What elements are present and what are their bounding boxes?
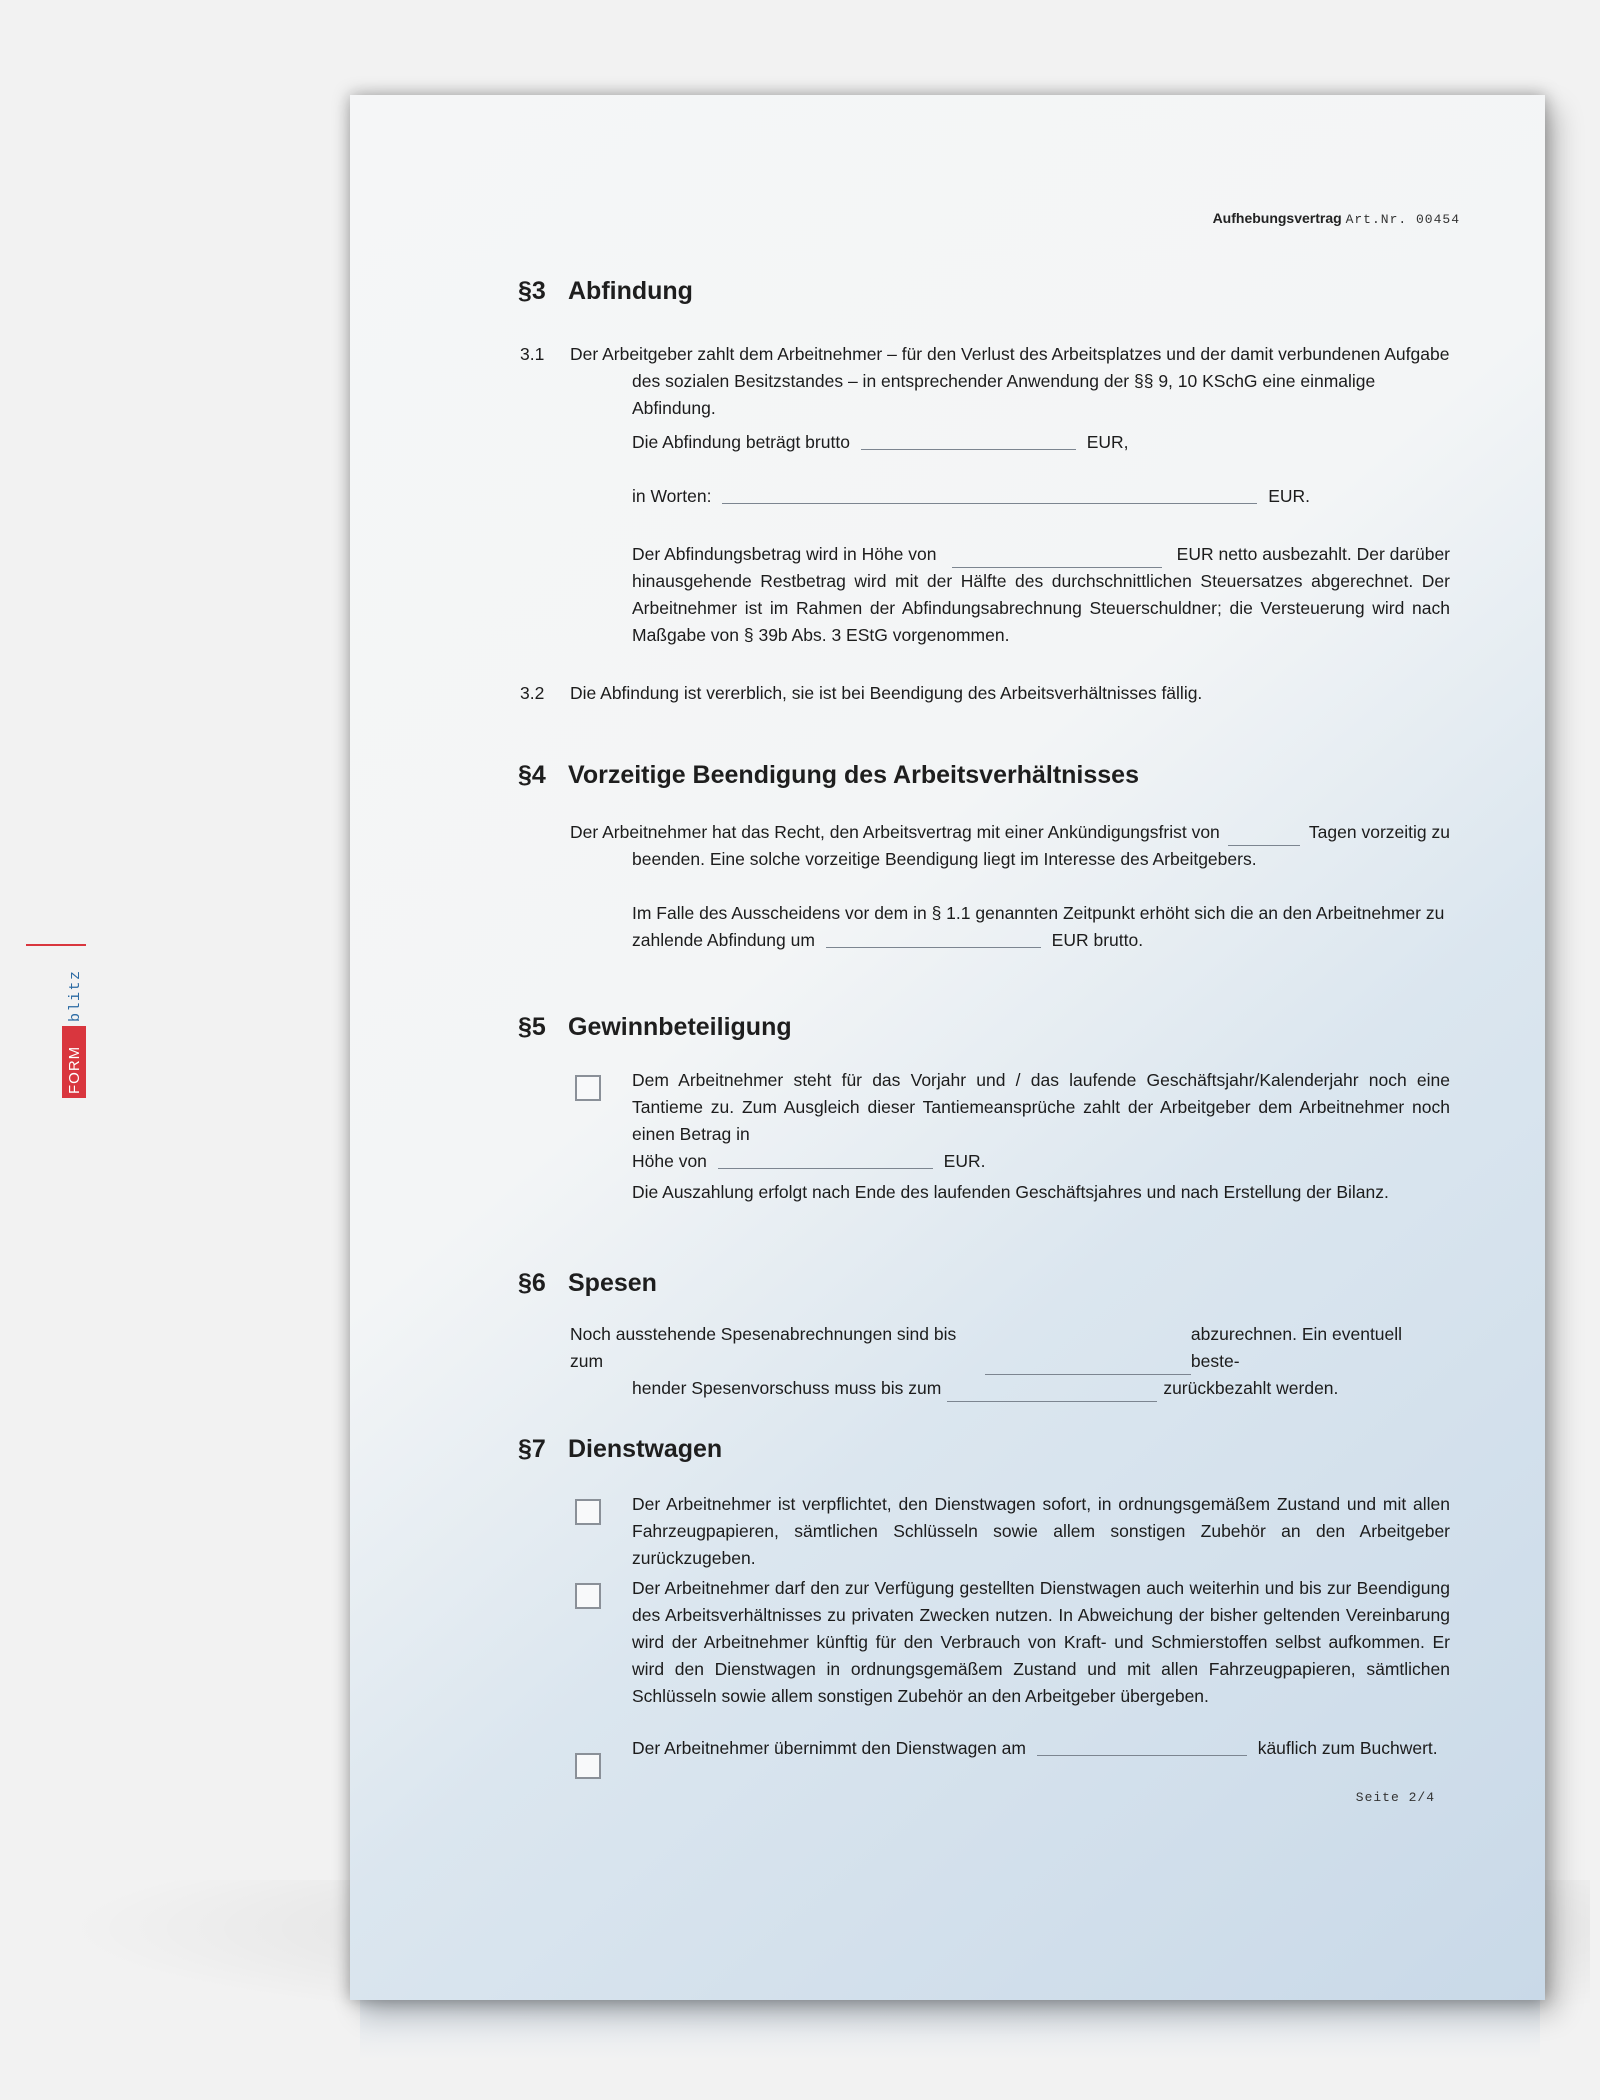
- paragraph-3-1: [520, 341, 1450, 422]
- brutto-line: [632, 429, 1129, 456]
- text: abzurechnen. Ein eventuell beste-: [1190, 1324, 1403, 1371]
- paragraph-3-2: [520, 680, 1450, 707]
- netto-paragraph: [632, 541, 1450, 649]
- document-title: Aufhebungsvertrag: [1212, 210, 1342, 226]
- text: zurückbezahlt werden.: [1163, 1378, 1339, 1398]
- section-title: Spesen: [568, 1269, 657, 1297]
- clause-number: 3.1: [520, 344, 545, 364]
- section-number: §3: [518, 277, 546, 305]
- amount-brutto-field[interactable]: [861, 435, 1076, 450]
- paragraph-5-2: [632, 1179, 1450, 1206]
- text: zahlende Abfindung um: [632, 930, 815, 950]
- section-number: §4: [518, 761, 546, 789]
- section-title: Dienstwagen: [568, 1435, 723, 1463]
- text: hender Spesenvorschuss muss bis zum: [632, 1378, 942, 1398]
- unit: EUR.: [1268, 486, 1310, 506]
- page-number: Seite 2/4: [1355, 1790, 1435, 1805]
- extra-amount-field[interactable]: [826, 933, 1041, 948]
- clause-number: 3.2: [520, 683, 545, 703]
- section-6-heading: [518, 1269, 657, 1298]
- text-line: des sozialen Besitzstandes – in entsprechender Anwendung der §§ 9, 10 KSchG eine einmalige Abfindung.: [632, 371, 1376, 418]
- text: Höhe von: [632, 1151, 707, 1171]
- paragraph-4-2: [632, 900, 1450, 954]
- text: Der Arbeitnehmer hat das Recht, den Arbeitsvertrag mit einer Ankündigungsfrist von: [570, 822, 1220, 842]
- text: EUR.: [943, 1151, 986, 1171]
- text: Im Falle des Ausscheidens vor dem in § 1.1 genannten Zeitpunkt erhöht sich die an den Arbeitnehmer zu: [632, 903, 1445, 923]
- section-title: Gewinnbeteiligung: [568, 1013, 792, 1041]
- paragraph-4-1: [570, 819, 1450, 873]
- article-number: Art.Nr. 00454: [1345, 212, 1460, 227]
- text: hinausgehende Restbetrag wird mit der Hälfte des durchschnittlichen Steuersatzes abgerechnet. Der Arbeitnehmer ist im Rahmen der Abfindungsabrechnung Steuerschuldner; die Versteuerung wird nach Maßgabe von § 39b Abs. 3 EStG vorgenommen.: [632, 571, 1450, 645]
- text: Noch ausstehende Spesenabrechnungen sind bis zum: [570, 1324, 957, 1371]
- text: käuflich zum Buchwert.: [1257, 1738, 1438, 1758]
- purchase-date-field[interactable]: [1037, 1741, 1247, 1756]
- section-number: §6: [518, 1269, 546, 1297]
- text: Tagen vorzeitig zu: [1308, 822, 1450, 842]
- checkbox-return-car[interactable]: [575, 1499, 601, 1525]
- label: in Worten:: [632, 486, 712, 506]
- text: EUR netto ausbezahlt. Der darüber: [1176, 544, 1450, 564]
- spesen-date-field[interactable]: [985, 1360, 1191, 1375]
- label: Die Abfindung beträgt brutto: [632, 432, 850, 452]
- option-return-car: Der Arbeitnehmer ist verpflichtet, den Dienstwagen sofort, in ordnungsgemäßem Zustand und mit allen Fahrzeugpapieren, sämtlichen Schlüsseln sowie allem sonstigen Zubehör an den Arbeitgeber zurückzugeben.: [632, 1494, 1450, 1568]
- unit: EUR,: [1086, 432, 1129, 452]
- text: Die Abfindung ist vererblich, sie ist bei Beendigung des Arbeitsverhältnisses fällig.: [570, 683, 1203, 703]
- amount-words-field[interactable]: [722, 489, 1257, 504]
- page-reflection: [360, 2000, 1540, 2060]
- checkbox-keep-car[interactable]: [575, 1583, 601, 1609]
- section-4-heading: [518, 761, 1139, 790]
- option-buy-car: [632, 1735, 1450, 1762]
- paragraph-6: [570, 1321, 1450, 1402]
- section-number: §7: [518, 1435, 546, 1463]
- option-keep-car: Der Arbeitnehmer darf den zur Verfügung gestellten Dienstwagen auch weiterhin und bis zur Beendigung des Arbeitsverhältnisses zu privaten Zwecken nutzen. In Abweichung der bisher geltenden Vereinbarung wird der Arbeitnehmer künftig für den Verbrauch von Kraft- und Schmierstoffen selbst aufkommen. Er wird den Dienstwagen in ordnungsgemäßem Zustand und mit allen Fahrzeugpapieren, sämtlichen Schlüsseln sowie allem sonstigen Zubehör an den Arbeitgeber übergeben.: [632, 1578, 1450, 1706]
- document-header: [1213, 210, 1460, 227]
- text: Dem Arbeitnehmer steht für das Vorjahr und / das laufende Geschäftsjahr/Kalenderjahr noch eine Tantieme zu. Zum Ausgleich dieser Tantiemeansprüche zahlt der Arbeitgeber dem Arbeitnehmer noch einen Betrag in: [632, 1070, 1450, 1144]
- section-5-heading: [518, 1013, 792, 1042]
- text: EUR brutto.: [1051, 930, 1144, 950]
- paragraph-5-1: [632, 1067, 1450, 1175]
- logo-form-text: FORM: [66, 1045, 83, 1094]
- section-3-heading: [518, 277, 693, 306]
- text: beenden. Eine solche vorzeitige Beendigung liegt im Interesse des Arbeitgebers.: [632, 849, 1257, 869]
- logo-blitz-text: blitz: [67, 969, 84, 1022]
- checkbox-buy-car[interactable]: [575, 1753, 601, 1779]
- text: Die Auszahlung erfolgt nach Ende des laufenden Geschäftsjahres und nach Erstellung der Bilanz.: [632, 1182, 1389, 1202]
- tantieme-amount-field[interactable]: [718, 1154, 933, 1169]
- amount-netto-field[interactable]: [952, 553, 1162, 568]
- logo-accent-line: [26, 944, 86, 946]
- worten-line: [632, 483, 1310, 510]
- checkbox-tantieme[interactable]: [575, 1075, 601, 1101]
- notice-days-field[interactable]: [1228, 831, 1300, 846]
- section-number: §5: [518, 1013, 546, 1041]
- text: Der Abfindungsbetrag wird in Höhe von: [632, 544, 937, 564]
- text-line: Der Arbeitgeber zahlt dem Arbeitnehmer – für den Verlust des Arbeitsplatzes und der damit verbundenen Aufgabe: [570, 344, 1450, 364]
- formblitz-logo: [62, 948, 86, 1098]
- document-page: [350, 95, 1545, 2000]
- section-title: Abfindung: [568, 277, 693, 305]
- section-title: Vorzeitige Beendigung des Arbeitsverhältnisses: [568, 761, 1139, 789]
- section-7-heading: [518, 1435, 722, 1464]
- vorschuss-date-field[interactable]: [947, 1387, 1157, 1402]
- text: Der Arbeitnehmer übernimmt den Dienstwagen am: [632, 1738, 1026, 1758]
